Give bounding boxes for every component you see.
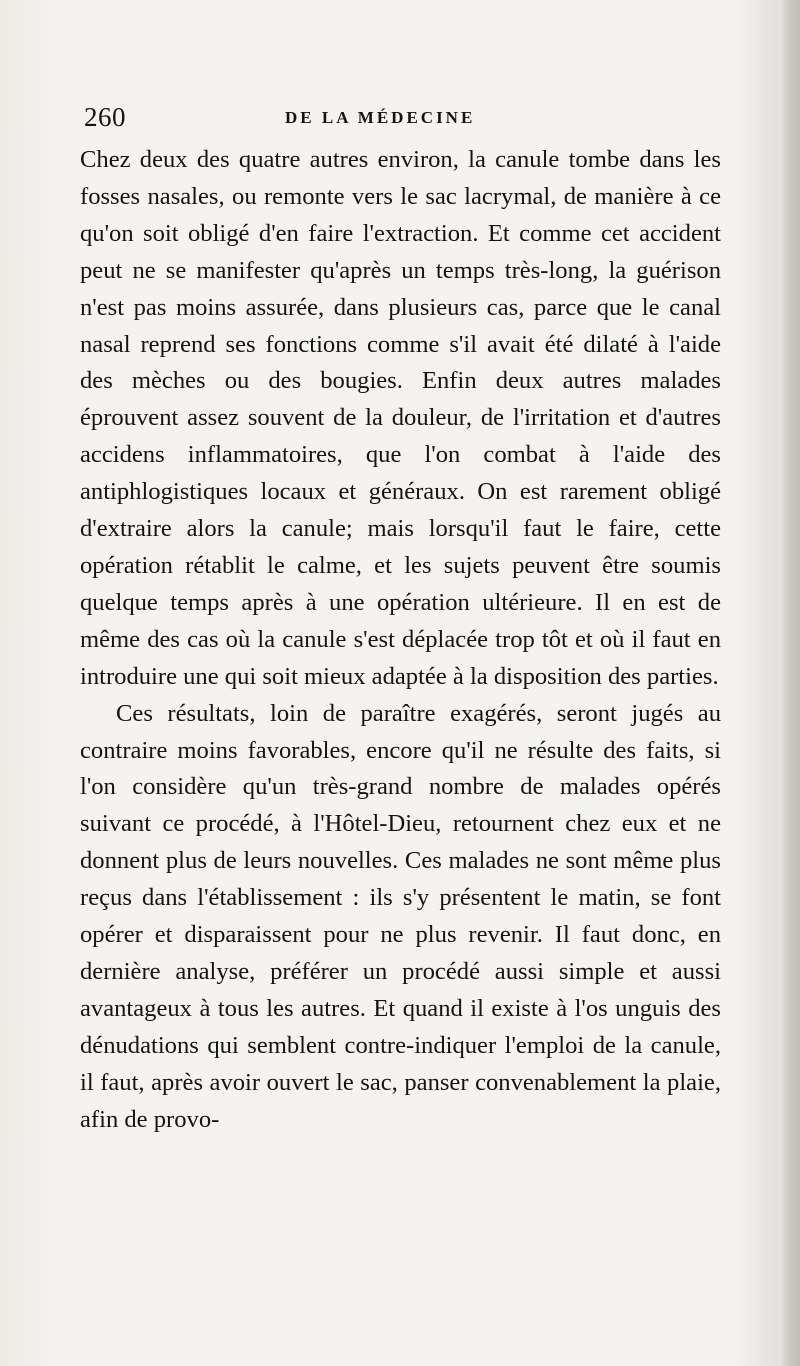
page-number: 260 bbox=[84, 102, 126, 132]
body-text bbox=[80, 142, 721, 1138]
paragraph-2: Ces résultats, loin de paraître exagérés, seront jugés au contraire moins favorables, encore qu'il ne résulte des faits, si l'on considère qu'un très-grand nombre de malades opérés suivant ce procédé, à l'Hôtel-Dieu, retournent chez eux et ne donnent plus de leurs nouvelles. Ces malades ne sont même plus reçus dans l'établissement : ils s'y présentent le matin, se font opérer et disparaissent pour ne plus revenir. Il faut donc, en dernière analyse, préférer un procédé aussi simple et aussi avantageux à tous les autres. Et quand il existe à l'os unguis des dénudations qui semblent contre-indiquer l'emploi de la canule, il faut, après avoir ouvert le sac, panser convenablement la plaie, afin de provo- bbox=[80, 699, 721, 1133]
page-edge-shadow bbox=[778, 0, 800, 1366]
page-header bbox=[80, 100, 720, 140]
running-head: DE LA MÉDECINE bbox=[285, 108, 476, 127]
paragraph-1: Chez deux des quatre autres environ, la canule tombe dans les fosses nasales, ou remonte vers le sac lacrymal, de manière à ce qu'on soit obligé d'en faire l'extraction. Et comme cet accident peut ne se manifester qu'après un temps très-long, la guérison n'est pas moins assurée, dans plusieurs cas, parce que le canal nasal reprend ses fonctions comme s'il avait été dilaté à l'aide des mèches ou des bougies. Enfin deux autres malades éprouvent assez souvent de la douleur, de l'irritation et d'autres accidens inflammatoires, que l'on combat à l'aide des antiphlogistiques locaux et généraux. On est rarement obligé d'extraire alors la canule; mais lorsqu'il faut le faire, cette opération rétablit le calme, et les sujets peuvent être soumis quelque temps après à une opération ultérieure. Il en est de même des cas où la canule s'est déplacée trop tôt et où il faut en introduire une qui soit mieux adaptée à la disposition des parties. bbox=[80, 146, 721, 690]
